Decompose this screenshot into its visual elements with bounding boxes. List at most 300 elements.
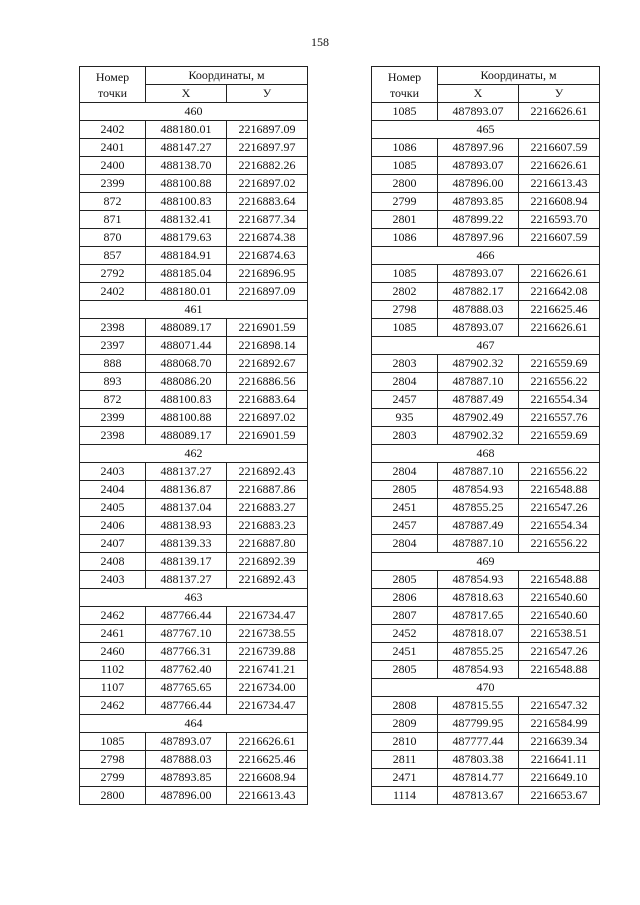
y-coordinate-cell: 2216892.43 [227, 463, 308, 481]
x-coordinate-cell: 487902.32 [438, 355, 519, 373]
table-row [372, 787, 600, 805]
point-number-cell: 2805 [372, 571, 438, 589]
x-coordinate-cell: 487896.00 [146, 787, 227, 805]
x-coordinate-cell: 488100.83 [146, 193, 227, 211]
y-coordinate-cell: 2216547.32 [519, 697, 600, 715]
section-row [372, 121, 600, 139]
y-coordinate-cell: 2216897.02 [227, 175, 308, 193]
x-coordinate-cell: 487893.85 [146, 769, 227, 787]
table-row [80, 283, 308, 301]
table-row [372, 427, 600, 445]
point-number-cell: 2804 [372, 373, 438, 391]
y-coordinate-cell: 2216901.59 [227, 319, 308, 337]
point-number-cell: 2460 [80, 643, 146, 661]
section-row [372, 445, 600, 463]
table-row [372, 409, 600, 427]
point-number-cell: 2792 [80, 265, 146, 283]
y-coordinate-cell: 2216554.34 [519, 391, 600, 409]
point-number-cell: 2397 [80, 337, 146, 355]
point-number-cell: 2399 [80, 409, 146, 427]
point-number-cell: 2402 [80, 283, 146, 301]
table-row [372, 769, 600, 787]
section-row [80, 445, 308, 463]
section-row [80, 301, 308, 319]
section-label: 465 [372, 121, 600, 139]
y-coordinate-cell: 2216547.26 [519, 499, 600, 517]
y-coordinate-cell: 2216613.43 [227, 787, 308, 805]
x-coordinate-cell: 487777.44 [438, 733, 519, 751]
point-number-cell: 2811 [372, 751, 438, 769]
x-coordinate-cell: 488138.70 [146, 157, 227, 175]
y-coordinate-cell: 2216548.88 [519, 661, 600, 679]
point-number-cell: 2462 [80, 697, 146, 715]
table-row [372, 103, 600, 121]
x-coordinate-cell: 487767.10 [146, 625, 227, 643]
y-coordinate-cell: 2216538.51 [519, 625, 600, 643]
x-coordinate-cell: 488089.17 [146, 319, 227, 337]
x-coordinate-cell: 488185.04 [146, 265, 227, 283]
point-number-cell: 1107 [80, 679, 146, 697]
x-coordinate-cell: 487887.49 [438, 391, 519, 409]
y-coordinate-cell: 2216897.02 [227, 409, 308, 427]
x-coordinate-cell: 488137.27 [146, 463, 227, 481]
x-coordinate-cell: 487887.49 [438, 517, 519, 535]
x-coordinate-cell: 488137.27 [146, 571, 227, 589]
x-coordinate-cell: 488180.01 [146, 121, 227, 139]
x-coordinate-cell: 487888.03 [438, 301, 519, 319]
coordinates-table-left [79, 66, 308, 805]
table-row [80, 427, 308, 445]
y-coordinate-cell: 2216642.08 [519, 283, 600, 301]
table-row [372, 661, 600, 679]
y-coordinate-cell: 2216548.88 [519, 571, 600, 589]
point-number-cell: 2800 [372, 175, 438, 193]
table-row [80, 625, 308, 643]
table-row [80, 661, 308, 679]
point-number-cell: 2804 [372, 463, 438, 481]
y-coordinate-cell: 2216886.56 [227, 373, 308, 391]
point-number-cell: 1114 [372, 787, 438, 805]
section-label: 468 [372, 445, 600, 463]
point-number-cell: 2402 [80, 121, 146, 139]
x-coordinate-cell: 487813.67 [438, 787, 519, 805]
x-coordinate-cell: 487803.38 [438, 751, 519, 769]
x-coordinate-cell: 487887.10 [438, 535, 519, 553]
y-coordinate-cell: 2216625.46 [519, 301, 600, 319]
point-number-cell: 2803 [372, 355, 438, 373]
point-number-cell: 2462 [80, 607, 146, 625]
point-number-header-line2: точки [97, 85, 128, 100]
x-coordinate-cell: 487896.00 [438, 175, 519, 193]
table-row [80, 769, 308, 787]
point-number-cell: 1085 [372, 157, 438, 175]
table-row [80, 751, 308, 769]
x-coordinate-cell: 487855.25 [438, 499, 519, 517]
y-coordinate-cell: 2216892.39 [227, 553, 308, 571]
y-coordinate-cell: 2216887.86 [227, 481, 308, 499]
x-coordinate-cell: 487766.44 [146, 607, 227, 625]
table-row [372, 715, 600, 733]
table-row [372, 733, 600, 751]
y-coordinate-cell: 2216626.61 [519, 157, 600, 175]
y-coordinate-cell: 2216556.22 [519, 463, 600, 481]
table-row [372, 193, 600, 211]
y-coordinate-cell: 2216734.00 [227, 679, 308, 697]
x-coordinate-cell: 487897.96 [438, 139, 519, 157]
point-number-cell: 2407 [80, 535, 146, 553]
x-coordinate-cell: 488138.93 [146, 517, 227, 535]
x-coordinate-cell: 488086.20 [146, 373, 227, 391]
x-coordinate-cell: 487817.65 [438, 607, 519, 625]
table-row [372, 751, 600, 769]
point-number-cell: 871 [80, 211, 146, 229]
x-coordinate-cell: 488100.88 [146, 409, 227, 427]
table-row [372, 535, 600, 553]
table-row [80, 373, 308, 391]
point-number-cell: 1085 [372, 265, 438, 283]
x-coordinate-cell: 487899.22 [438, 211, 519, 229]
point-number-cell: 1085 [372, 103, 438, 121]
table-row [80, 499, 308, 517]
table-row [372, 301, 600, 319]
y-coordinate-cell: 2216554.34 [519, 517, 600, 535]
x-coordinate-cell: 487762.40 [146, 661, 227, 679]
table-row [372, 355, 600, 373]
table-row [372, 571, 600, 589]
table-row [80, 409, 308, 427]
y-coordinate-cell: 2216901.59 [227, 427, 308, 445]
x-coordinate-cell: 487902.32 [438, 427, 519, 445]
table-row [80, 319, 308, 337]
y-coordinate-cell: 2216626.61 [519, 103, 600, 121]
point-number-header [372, 67, 438, 103]
point-number-cell: 2408 [80, 553, 146, 571]
point-number-cell: 893 [80, 373, 146, 391]
section-label: 461 [80, 301, 308, 319]
table-row [80, 337, 308, 355]
y-coordinate-cell: 2216607.59 [519, 139, 600, 157]
section-label: 466 [372, 247, 600, 265]
table-row [80, 787, 308, 805]
x-coordinate-cell: 488068.70 [146, 355, 227, 373]
y-coordinate-cell: 2216559.69 [519, 427, 600, 445]
section-label: 467 [372, 337, 600, 355]
section-row [372, 553, 600, 571]
y-coordinate-cell: 2216883.23 [227, 517, 308, 535]
section-label: 469 [372, 553, 600, 571]
y-coordinate-cell: 2216557.76 [519, 409, 600, 427]
x-coordinate-cell: 488100.88 [146, 175, 227, 193]
section-row [80, 103, 308, 121]
y-coordinate-cell: 2216898.14 [227, 337, 308, 355]
table-row [372, 391, 600, 409]
y-coordinate-cell: 2216734.47 [227, 697, 308, 715]
y-coordinate-cell: 2216883.27 [227, 499, 308, 517]
x-coordinate-cell: 488139.17 [146, 553, 227, 571]
point-number-cell: 2807 [372, 607, 438, 625]
y-coordinate-cell: 2216897.09 [227, 121, 308, 139]
point-number-cell: 2799 [372, 193, 438, 211]
section-label: 470 [372, 679, 600, 697]
table-row [372, 139, 600, 157]
table-row [80, 355, 308, 373]
y-coordinate-cell: 2216887.80 [227, 535, 308, 553]
y-coordinate-cell: 2216540.60 [519, 589, 600, 607]
page-number: 158 [311, 35, 329, 49]
point-number-cell: 2406 [80, 517, 146, 535]
x-coordinate-cell: 487766.31 [146, 643, 227, 661]
table-row [372, 157, 600, 175]
x-coordinate-cell: 488137.04 [146, 499, 227, 517]
point-number-cell: 1085 [80, 733, 146, 751]
x-coordinate-cell: 487897.96 [438, 229, 519, 247]
table-row [372, 463, 600, 481]
x-coordinate-cell: 487854.93 [438, 661, 519, 679]
x-coordinate-cell: 487893.07 [146, 733, 227, 751]
table-row [80, 481, 308, 499]
x-coordinate-cell: 487815.55 [438, 697, 519, 715]
point-number-cell: 2810 [372, 733, 438, 751]
x-coordinate-cell: 488100.83 [146, 391, 227, 409]
table-row [80, 463, 308, 481]
x-coordinate-cell: 487882.17 [438, 283, 519, 301]
y-column-header: У [519, 85, 600, 103]
point-number-cell: 2805 [372, 661, 438, 679]
table-row [372, 373, 600, 391]
point-number-cell: 2451 [372, 643, 438, 661]
x-coordinate-cell: 488184.91 [146, 247, 227, 265]
table-row [372, 481, 600, 499]
point-number-cell: 2452 [372, 625, 438, 643]
point-number-cell: 872 [80, 193, 146, 211]
point-number-cell: 2457 [372, 517, 438, 535]
y-coordinate-cell: 2216556.22 [519, 373, 600, 391]
y-coordinate-cell: 2216897.97 [227, 139, 308, 157]
y-coordinate-cell: 2216896.95 [227, 265, 308, 283]
y-coordinate-cell: 2216556.22 [519, 535, 600, 553]
table-row [372, 625, 600, 643]
point-number-cell: 2403 [80, 463, 146, 481]
y-coordinate-cell: 2216741.21 [227, 661, 308, 679]
y-coordinate-cell: 2216540.60 [519, 607, 600, 625]
section-row [372, 247, 600, 265]
table-row [372, 175, 600, 193]
y-coordinate-cell: 2216641.11 [519, 751, 600, 769]
point-number-cell: 2451 [372, 499, 438, 517]
point-number-cell: 2803 [372, 427, 438, 445]
point-number-cell: 870 [80, 229, 146, 247]
point-number-cell: 1086 [372, 139, 438, 157]
section-label: 464 [80, 715, 308, 733]
x-coordinate-cell: 487818.63 [438, 589, 519, 607]
table-row [80, 193, 308, 211]
y-coordinate-cell: 2216548.88 [519, 481, 600, 499]
table-row [372, 517, 600, 535]
point-number-cell: 2398 [80, 319, 146, 337]
table-row [80, 121, 308, 139]
section-label: 463 [80, 589, 308, 607]
table-row [372, 499, 600, 517]
x-coordinate-cell: 487799.95 [438, 715, 519, 733]
point-number-header [80, 67, 146, 103]
x-coordinate-cell: 487893.07 [438, 157, 519, 175]
point-number-cell: 2806 [372, 589, 438, 607]
x-coordinate-cell: 487818.07 [438, 625, 519, 643]
x-coordinate-cell: 487893.07 [438, 103, 519, 121]
table-row [80, 211, 308, 229]
table-row [80, 139, 308, 157]
y-coordinate-cell: 2216734.47 [227, 607, 308, 625]
y-coordinate-cell: 2216626.61 [227, 733, 308, 751]
point-number-cell: 1085 [372, 319, 438, 337]
point-number-cell: 888 [80, 355, 146, 373]
section-row [80, 715, 308, 733]
point-number-cell: 2461 [80, 625, 146, 643]
x-coordinate-cell: 487855.25 [438, 643, 519, 661]
x-coordinate-cell: 488179.63 [146, 229, 227, 247]
point-number-cell: 2802 [372, 283, 438, 301]
point-number-cell: 2798 [372, 301, 438, 319]
point-number-cell: 872 [80, 391, 146, 409]
table-row [372, 211, 600, 229]
x-coordinate-cell: 488136.87 [146, 481, 227, 499]
table-row [372, 319, 600, 337]
table-row [80, 607, 308, 625]
x-coordinate-cell: 487765.65 [146, 679, 227, 697]
table-row [372, 589, 600, 607]
y-coordinate-cell: 2216883.64 [227, 193, 308, 211]
coordinates-header: Координаты, м [146, 67, 308, 85]
y-coordinate-cell: 2216593.70 [519, 211, 600, 229]
table-row [80, 679, 308, 697]
table-row [80, 175, 308, 193]
y-coordinate-cell: 2216877.34 [227, 211, 308, 229]
point-number-cell: 2809 [372, 715, 438, 733]
table-row [80, 265, 308, 283]
y-coordinate-cell: 2216897.09 [227, 283, 308, 301]
point-number-cell: 2404 [80, 481, 146, 499]
x-coordinate-cell: 488139.33 [146, 535, 227, 553]
x-coordinate-cell: 487887.10 [438, 463, 519, 481]
x-coordinate-cell: 487854.93 [438, 481, 519, 499]
y-coordinate-cell: 2216738.55 [227, 625, 308, 643]
point-number-cell: 2808 [372, 697, 438, 715]
point-number-header-line1: Номер [95, 69, 130, 84]
point-number-header-line2: точки [389, 85, 420, 100]
section-row [372, 337, 600, 355]
y-coordinate-cell: 2216892.43 [227, 571, 308, 589]
x-coordinate-cell: 487893.07 [438, 265, 519, 283]
x-coordinate-cell: 488089.17 [146, 427, 227, 445]
x-column-header: X [146, 85, 227, 103]
point-number-cell: 1086 [372, 229, 438, 247]
point-number-cell: 2471 [372, 769, 438, 787]
point-number-cell: 2403 [80, 571, 146, 589]
y-coordinate-cell: 2216626.61 [519, 319, 600, 337]
x-coordinate-cell: 488147.27 [146, 139, 227, 157]
coordinates-table-right [371, 66, 600, 805]
table-row [372, 697, 600, 715]
y-coordinate-cell: 2216608.94 [227, 769, 308, 787]
point-number-cell: 2398 [80, 427, 146, 445]
x-column-header: X [438, 85, 519, 103]
section-row [372, 679, 600, 697]
y-coordinate-cell: 2216625.46 [227, 751, 308, 769]
coordinates-header: Координаты, м [438, 67, 600, 85]
point-number-cell: 2804 [372, 535, 438, 553]
section-label: 462 [80, 445, 308, 463]
y-coordinate-cell: 2216653.67 [519, 787, 600, 805]
point-number-cell: 2801 [372, 211, 438, 229]
x-coordinate-cell: 487814.77 [438, 769, 519, 787]
y-coordinate-cell: 2216739.88 [227, 643, 308, 661]
x-coordinate-cell: 487902.49 [438, 409, 519, 427]
point-number-header-line1: Номер [387, 69, 422, 84]
table-row [80, 733, 308, 751]
table-row [80, 553, 308, 571]
y-coordinate-cell: 2216584.99 [519, 715, 600, 733]
point-number-cell: 2400 [80, 157, 146, 175]
table-row [80, 535, 308, 553]
point-number-cell: 2799 [80, 769, 146, 787]
y-coordinate-cell: 2216547.26 [519, 643, 600, 661]
table-row [80, 643, 308, 661]
x-coordinate-cell: 488180.01 [146, 283, 227, 301]
x-coordinate-cell: 488071.44 [146, 337, 227, 355]
table-row [80, 697, 308, 715]
y-coordinate-cell: 2216649.10 [519, 769, 600, 787]
section-row [80, 589, 308, 607]
table-row [372, 265, 600, 283]
y-coordinate-cell: 2216626.61 [519, 265, 600, 283]
y-coordinate-cell: 2216559.69 [519, 355, 600, 373]
table-row [372, 283, 600, 301]
y-coordinate-cell: 2216874.63 [227, 247, 308, 265]
point-number-cell: 2405 [80, 499, 146, 517]
table-row [372, 643, 600, 661]
x-coordinate-cell: 488132.41 [146, 211, 227, 229]
y-coordinate-cell: 2216639.34 [519, 733, 600, 751]
x-coordinate-cell: 487766.44 [146, 697, 227, 715]
x-coordinate-cell: 487893.07 [438, 319, 519, 337]
x-coordinate-cell: 487887.10 [438, 373, 519, 391]
point-number-cell: 2805 [372, 481, 438, 499]
point-number-cell: 2401 [80, 139, 146, 157]
x-coordinate-cell: 487888.03 [146, 751, 227, 769]
table-row [372, 607, 600, 625]
point-number-cell: 2798 [80, 751, 146, 769]
y-coordinate-cell: 2216882.26 [227, 157, 308, 175]
y-column-header: У [227, 85, 308, 103]
point-number-cell: 2399 [80, 175, 146, 193]
table-row [80, 157, 308, 175]
y-coordinate-cell: 2216607.59 [519, 229, 600, 247]
point-number-cell: 935 [372, 409, 438, 427]
y-coordinate-cell: 2216892.67 [227, 355, 308, 373]
y-coordinate-cell: 2216883.64 [227, 391, 308, 409]
table-row [80, 391, 308, 409]
table-row [80, 229, 308, 247]
table-row [80, 247, 308, 265]
x-coordinate-cell: 487893.85 [438, 193, 519, 211]
table-row [372, 229, 600, 247]
point-number-cell: 2800 [80, 787, 146, 805]
table-row [80, 571, 308, 589]
x-coordinate-cell: 487854.93 [438, 571, 519, 589]
y-coordinate-cell: 2216874.38 [227, 229, 308, 247]
point-number-cell: 857 [80, 247, 146, 265]
y-coordinate-cell: 2216613.43 [519, 175, 600, 193]
